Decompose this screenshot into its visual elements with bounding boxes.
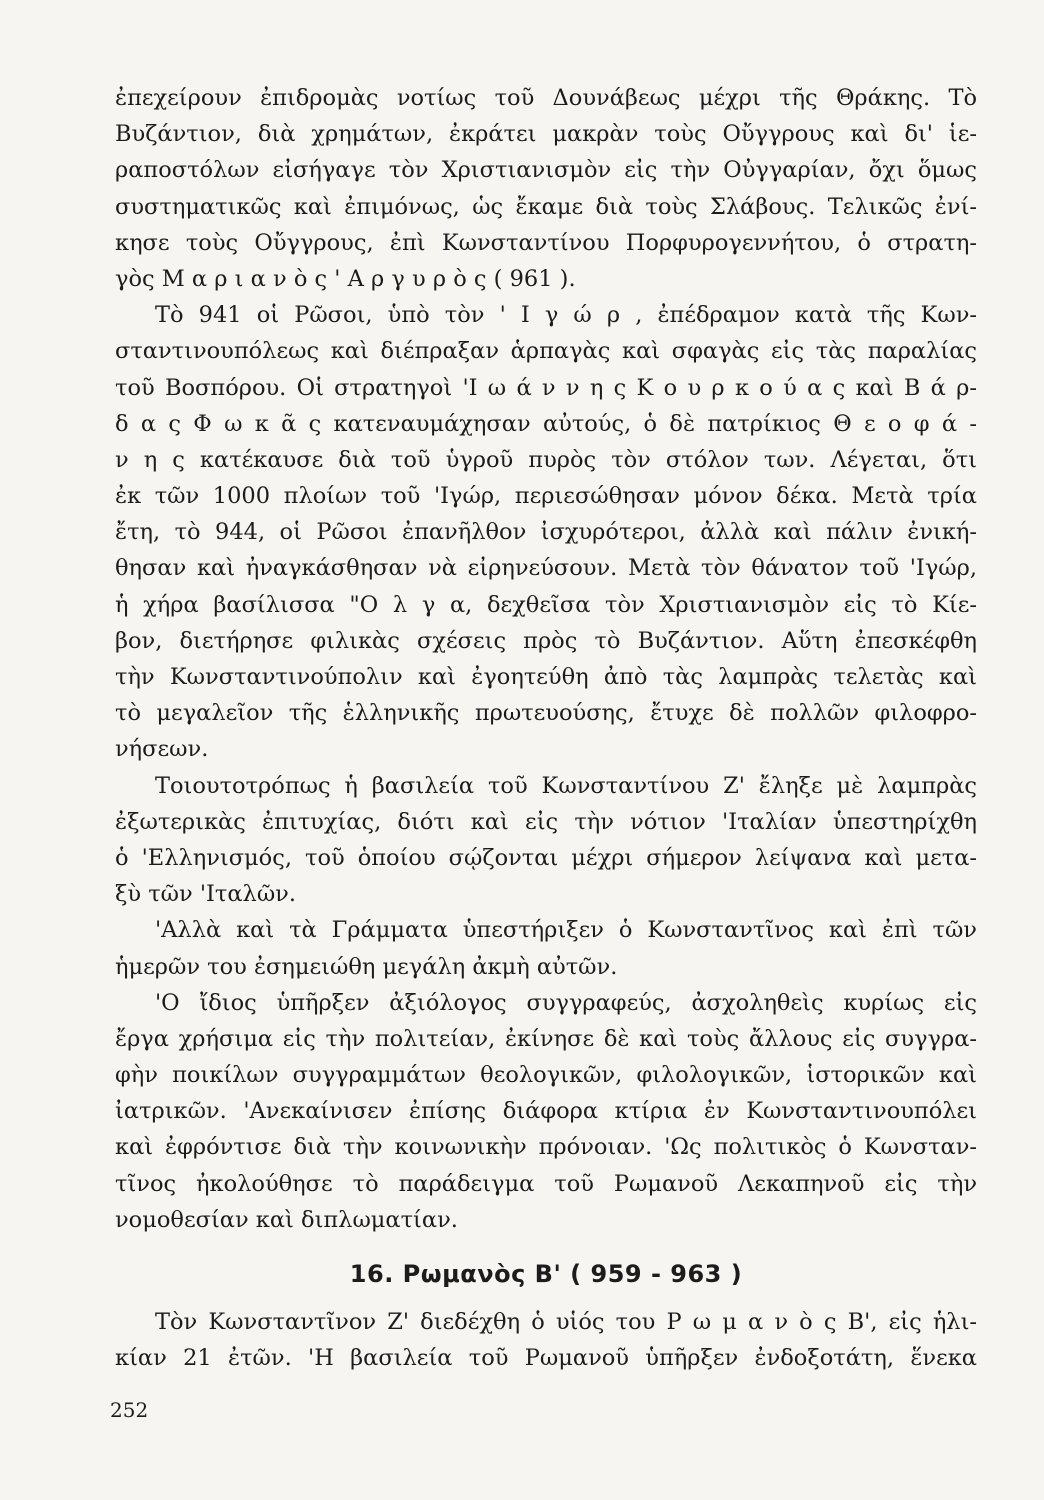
text-line: θησαν καὶ ἠναγκάσθησαν νὰ εἰρηνεύσουν. Μετὰ τὸν θάνατον τοῦ 'Ιγώρ,	[115, 555, 977, 582]
text-line: ἐπεχείρουν ἐπιδρομὰς νοτίως τοῦ Δουνάβεως μέχρι τῆς Θράκης. Τὸ	[115, 85, 977, 111]
text-after-heading	[115, 1304, 977, 1376]
text-line: βον, διετήρησε φιλικὰς σχέσεις πρὸς τὸ Βυζάντιον. Αὕτη ἐπεσκέφθη	[115, 627, 977, 654]
section-heading: 16. Ρωμανὸς Β' ( 959 - 963 )	[349, 1260, 743, 1288]
text-line: 'Αλλὰ καὶ τὰ Γράμματα ὑπεστήριξεν ὁ Κωνσταντῖνος καὶ ἐπὶ τῶν	[155, 917, 977, 944]
text-line: δ α ς Φ ω κ ᾶ ς κατεναυμάχησαν αὐτούς, ὁ δὲ πατρίκιος Θ ε ο φ ά -	[115, 410, 977, 437]
text-line: ξὺ τῶν 'Ιταλῶν.	[115, 881, 296, 908]
text-line: νήσεων.	[115, 736, 209, 763]
text-line: Τὸ 941 οἱ Ρῶσοι, ὑπὸ τὸν ' Ι γ ώ ρ , ἐπέδραμον κατὰ τῆς Κων-	[155, 302, 977, 329]
text-line: γὸς Μ α ρ ι α ν ὸ ς ' Α ρ γ υ ρ ὸ ς ( 961 ).	[115, 265, 576, 292]
text-line: ἔτη, τὸ 944, οἱ Ρῶσοι ἐπανῆλθον ἰσχυρότεροι, ἀλλὰ καὶ πάλιν ἐνική-	[115, 519, 977, 546]
page-text	[115, 80, 977, 1376]
text-line: ν η ς κατέκαυσε διὰ τοῦ ὑγροῦ πυρὸς τὸν στόλον των. Λέγεται, ὅτι	[115, 446, 977, 473]
text-line: 'Ο ἴδιος ὑπῆρξεν ἀξιόλογος συγγραφεύς, ἀσχοληθεὶς κυρίως εἰς	[155, 989, 977, 1016]
text-line: Τὸν Κωνσταντῖνον Ζ' διεδέχθη ὁ υἱός του Ρ ω μ α ν ὸ ς Β', εἰς ἡλι-	[155, 1309, 977, 1335]
text-line: νομοθεσίαν καὶ διπλωματίαν.	[115, 1206, 458, 1233]
text-line: τῖνος ἠκολούθησε τὸ παράδειγμα τοῦ Ρωμανοῦ Λεκαπηνοῦ εἰς τὴν	[115, 1170, 977, 1197]
text-line: τὸ μεγαλεῖον τῆς ἑλληνικῆς πρωτευούσης, ἔτυχε δὲ πολλῶν φιλοφρο-	[115, 700, 977, 727]
text-line: κησε τοὺς Οὔγγρους, ἐπὶ Κωνσταντίνου Πορφυρογεννήτου, ὁ στρατη-	[115, 229, 977, 256]
text-before-heading	[115, 80, 977, 1238]
text-line: ραποστόλων εἰσήγαγε τὸν Χριστιανισμὸν εἰς τὴν Οὐγγαρίαν, ὄχι ὅμως	[115, 157, 977, 184]
text-line: ἔργα χρήσιμα εἰς τὴν πολιτείαν, ἐκίνησε δὲ καὶ τοὺς ἄλλους εἰς συγγρα-	[115, 1025, 977, 1052]
text-line: ἐκ τῶν 1000 πλοίων τοῦ 'Ιγώρ, περιεσώθησαν μόνον δέκα. Μετὰ τρία	[115, 483, 977, 510]
text-line: τὴν Κωνσταντινούπολιν καὶ ἐγοητεύθη ἀπὸ τὰς λαμπρὰς τελετὰς καὶ	[115, 664, 977, 690]
text-line: ἡμερῶν του ἐσημειώθη μεγάλη ἀκμὴ αὐτῶν.	[115, 953, 618, 980]
text-line: ἰατρικῶν. 'Ανεκαίνισεν ἐπίσης διάφορα κτίρια ἐν Κωνσταντινουπόλει	[115, 1098, 977, 1125]
text-line: τοῦ Βοσπόρου. Οἱ στρατηγοὶ 'Ι ω ά ν ν η ς Κ ο υ ρ κ ο ύ α ς καὶ Β ά ρ-	[115, 374, 977, 401]
text-line: ἡ χήρα βασίλισσα "Ο λ γ α, δεχθεῖσα τὸν Χριστιανισμὸν εἰς τὸ Κίε-	[115, 591, 977, 618]
text-line: καὶ ἐφρόντισε διὰ τὴν κοινωνικὴν πρόνοιαν. 'Ως πολιτικὸς ὁ Κωνσταν-	[115, 1134, 977, 1161]
page-number: 252	[110, 1398, 149, 1422]
text-line: κίαν 21 ἐτῶν. 'Η βασιλεία τοῦ Ρωμανοῦ ὑπῆρξεν ἐνδοξοτάτη, ἕνεκα	[115, 1345, 977, 1372]
text-line: φὴν ποικίλων συγγραμμάτων θεολογικῶν, φιλολογικῶν, ἱστορικῶν καὶ	[115, 1062, 977, 1089]
text-line: σταντινουπόλεως καὶ διέπραξαν ἁρπαγὰς καὶ σφαγὰς εἰς τὰς παραλίας	[115, 338, 977, 365]
text-line: ἐξωτερικὰς ἐπιτυχίας, διότι καὶ εἰς τὴν νότιον 'Ιταλίαν ὑπεστηρίχθη	[115, 808, 977, 835]
text-line: ὁ 'Ελληνισμός, τοῦ ὁποίου σῴζονται μέχρι σήμερον λείψανα καὶ μετα-	[115, 844, 977, 871]
text-line: Βυζάντιον, διὰ χρημάτων, ἐκράτει μακρὰν τοὺς Οὔγγρους καὶ δι' ἱε-	[115, 121, 977, 148]
text-line: συστηματικῶς καὶ ἐπιμόνως, ὡς ἔκαμε διὰ τοὺς Σλάβους. Τελικῶς ἐνί-	[115, 193, 977, 220]
text-line: Τοιουτοτρόπως ἡ βασιλεία τοῦ Κωνσταντίνου Ζ' ἔληξε μὲ λαμπρὰς	[155, 772, 977, 799]
